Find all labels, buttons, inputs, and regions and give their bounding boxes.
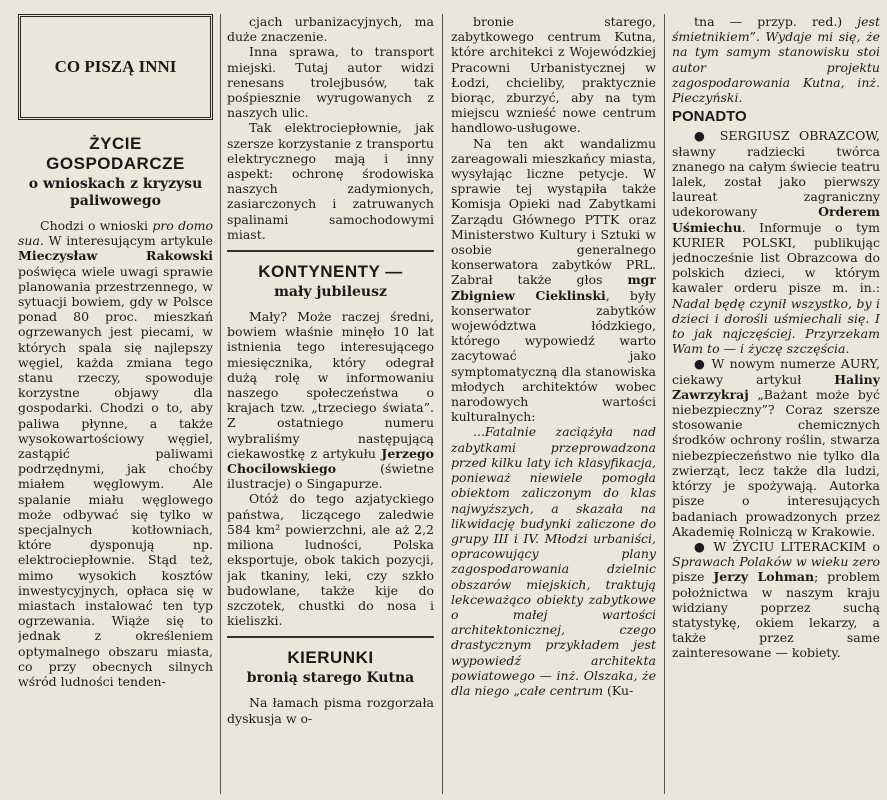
paragraph [227, 44, 434, 120]
paragraph [227, 491, 434, 628]
divider [227, 636, 434, 638]
ponadto-items [672, 128, 880, 660]
text-run: bronie starego, zabytkowego centrum Kutna, które architekci z Wojewódzkiej Pracowni Urbanistycznej w Łodzi, chcieliby, praktycznie biorąc, zburzyć, aby na tym miejscu wznieść nowe centrum handlowo-usługowe. [451, 14, 656, 136]
text-run: cjach urbanizacyjnych, ma duże znaczenie. [227, 14, 434, 45]
text-run: mgr Zbigniew Cieklinski [451, 272, 656, 303]
text-run: Na ten akt wandalizmu zareagowali mieszkańcy miasta, wysyłając liczne petycje. W sprawie tej wystąpiła także Komisja Opieki nad Zabytkami Zarządu Głównego PTTK oraz Ministerstwo Kultury i Sztuki w osobie generalnego konserwatora zabytków PRL. Zabrał także głos [451, 135, 656, 288]
text-run: , były konserwator zabytków województwa łódzkiego, którego wypowiedź warto zacytować jako symptomatyczną dla stanowiska młodych architektów wobec narodowych wartości kulturalnych: [451, 287, 656, 425]
column-1 [18, 14, 213, 796]
text-run: Jerzy Lohman [713, 569, 815, 585]
section-title-ponadto: PONADTO [672, 108, 747, 126]
section-box-title: CO PISZĄ INNI [54, 57, 177, 77]
text-run: Inna sprawa, to transport miejski. Tutaj autor widzi renesans trolejbusów, tak pośpiesznie wyrugowanych z naszych ulic. [227, 44, 434, 121]
paragraph [18, 218, 213, 689]
text-run: Orderem Uśmiechu [672, 204, 880, 235]
article-body-zycie [18, 218, 213, 689]
paragraph [227, 14, 434, 44]
text-run: Mieczysław Rakowski [18, 248, 213, 264]
article-subtitle-zycie: o wnioskach z kryzysu paliwowego [28, 176, 203, 209]
text-run: poświęca wiele uwagi sprawie planowania przestrzennego, w sytuacji bowiem, gdy w Polsce ponad 80 proc. mieszkań ogrzewanych jest piecami, w których spala się najlepszy węgiel, każda zmiana tego stanu rzeczy, spowoduje korzystne objawy dla gospodarki. Chodzi o to, aby paliwa płynne, a także wysokowartościowy węgiel, zastąpić paliwami podrzędnymi, jak choćby miałem węglowym. Ale spalanie miału węglowego może odbywać się tylko w specjalnych kotłowniach, które dysponują np. elektrociepłownie. Stąd też, mimo wysokich kosztów inwestycyjnych, opłaca się w miastach instalować ten typ ogrzewania. Wiąże się to jednak z określeniem optymalnego obszaru miasta, co przy obecnych silnych wśród ludności tenden- [18, 263, 213, 690]
text-run: Mały? Może raczej średni, bowiem właśnie minęło 10 lat istnienia tego interesującego miesięcznika, który odegrał dużą rolę w informowaniu naszego społeczeństwa o krajach tzw. „trzeciego świata”. Z ostatniego numeru wybraliśmy następującą ciekawostkę z artykułu [227, 309, 434, 461]
paragraph [672, 539, 880, 661]
text-run: tna — przyp. red.) [694, 14, 858, 29]
column-rule [220, 14, 221, 794]
text-run: Otóż do tego azjatyckiego państwa, liczącego zaledwie 584 km² powierzchni, ale aż 2,2 miliona ludności, Polska eksportuje, obok takich pozycji, jak tkaniny, leki, czy szkło budowlane, także kije do szczotek, chustki do nosa i kieliszki. [227, 491, 434, 629]
text-run: ● SERGIUSZ OBRAZCOW, sławny radziecki twórca znanego na całym świecie teatru lalek, został jako pierwszy laureat zagraniczny udekorowany [672, 128, 880, 220]
paragraph [451, 136, 656, 425]
article-body-kierunki [227, 695, 434, 725]
paragraph [672, 356, 880, 538]
text-run: (Ku- [603, 682, 634, 698]
article-body-kierunki-cont [451, 14, 656, 698]
paragraph [451, 424, 656, 698]
text-run: Tak elektrociepłownie, jak szersze korzystanie z transportu elektrycznego mają i inny aspekt: ochronę środowiska naszych zadymionych, zasiarczonych i zatruwanych spalinami samochodowymi miast. [227, 120, 434, 242]
text-run: . Informuje o tym KURIER POLSKI, publikując jednocześnie list Obrazcowa do polskich dzieci, w którym kawaler orderu pisze m. in.: [672, 219, 880, 296]
article-body-zycie-cont [227, 14, 434, 242]
column-3 [451, 14, 656, 796]
text-run: pisze [672, 569, 714, 585]
text-run: Na łamach pisma rozgorzała dyskusja w o- [227, 695, 434, 726]
text-run: ; problem położnictwa w naszym kraju widziany poprzez suchą statystykę, okiem lekarzy, a także przez same zainteresowane — kobiety. [672, 569, 880, 661]
column-2 [227, 14, 434, 796]
text-run: (świetne ilustracje) o Singapurze. [227, 461, 434, 492]
text-run: ● W ŻYCIU LITERACKIM o [694, 538, 880, 554]
article-body-kierunki-end [672, 14, 880, 105]
text-run: Nadal będę czynił wszystko, by i dzieci i dorośli uśmiechali się. I to jak najczęściej. Przyrzekam Wam to — i życzę szczęścia. [672, 295, 880, 357]
text-run: Haliny Zawrzykraj [672, 371, 880, 402]
article-title-kontynenty: KONTYNENTY — [258, 262, 403, 282]
text-run: . W interesującym artykule [39, 233, 213, 249]
paragraph [227, 695, 434, 725]
text-run: pro domo sua [18, 218, 213, 249]
paragraph [227, 309, 434, 491]
paragraph [672, 14, 880, 105]
divider [227, 250, 434, 252]
text-run: ...Fatalnie zaciążyła nad zabytkami przeprowadzona przed kilku laty ich klasyfikacja, ponieważ niewiele pomogła obiektom zaliczonym do klas najwyższych, a skazała na likwidację budynki zaliczone do grupy III i IV. Młodzi urbaniści, opracowujący plany zagospodarowania dzielnic obszarów miejskich, traktują lekceważąco obiekty zabytkowe o małej wartości architektonicznej, czego drastycznym przykładem jest wypowiedź architekta powiatowego — inż. Olszaka, że dla niego „całe centrum [451, 424, 656, 698]
text-run: Jerzego Chocilowskiego [227, 445, 434, 477]
text-run: Chodzi o wnioski [40, 218, 153, 233]
text-run: ● W nowym numerze AURY, ciekawy artykuł [672, 356, 880, 387]
paragraph [451, 14, 656, 136]
article-title-zycie: ŻYCIE GOSPODARCZE [46, 134, 185, 173]
text-run: Sprawach Polaków w wieku zero [672, 554, 880, 570]
article-subtitle-kierunki: bronią starego Kutna [246, 670, 415, 687]
article-title-kierunki: KIERUNKI [287, 648, 374, 668]
article-subtitle-kontynenty: mały jubileusz [274, 284, 387, 301]
text-run: „Bażant może być niebezpieczny”? Coraz szersze stosowanie chemicznych środków ochrony roślin, stwarza niebezpieczeństwo nie tylko dla zwierząt, lecz także dla ludzi, którzy je spożywają. Autorka pisze o interesujących badaniach prowadzonych przez Akademię Rolniczą w Krakowie. [672, 386, 880, 539]
column-4 [672, 14, 880, 796]
paragraph [672, 128, 880, 356]
article-body-kontynenty [227, 309, 434, 628]
text-run: jest śmietnikiem”. Wydaje mi się, że na tym samym stanowisku stoi autor projektu zagospodarowania Kutna, inż. Pieczyński. [672, 14, 880, 106]
section-box [18, 14, 213, 120]
column-rule [664, 14, 665, 794]
paragraph [227, 120, 434, 242]
column-rule [442, 14, 443, 794]
